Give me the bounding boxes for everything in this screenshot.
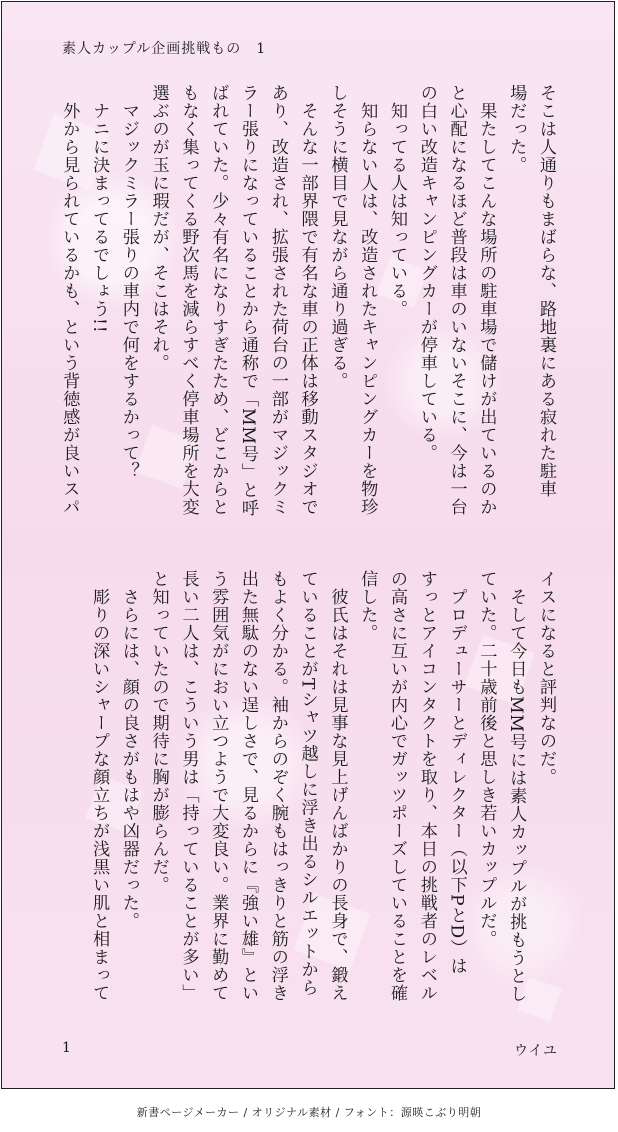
- text-line: と知っていたので期待に胸が膨らんだ。: [148, 570, 169, 894]
- text-line: 信した。: [357, 570, 378, 642]
- footer-credit: 新書ページメーカー / オリジナル素材 / フォント：源暎こぶり明朝: [136, 1106, 482, 1119]
- text-line: あり、改造され、拡張された荷台の一部がマジックミ: [267, 84, 288, 516]
- text-line: 果たしてこんな場所の駐車場で儲けが出ているのか: [476, 84, 497, 516]
- body-text-bottom: [50, 570, 560, 1010]
- text-line: ていることがTシャツ越しに浮き出るシルエットから: [297, 570, 318, 997]
- text-line: と心配になるほど普段は車のいないそこに、今は一台: [446, 84, 467, 516]
- text-line: 長い二人は、こういう男は「持っていることが多い」: [178, 570, 199, 1002]
- text-line: 知らない人は、改造されたキャンピングカーを物珍: [357, 84, 378, 516]
- text-line: ばれていた。少々有名になりすぎたため、どこからと: [208, 84, 229, 516]
- text-line: う雰囲気がにおい立つようで大変良い。業界に勤めて: [208, 570, 229, 1002]
- text-line: の白い改造キャンピングカーが停車している。: [416, 84, 437, 462]
- text-line: ラー張りになっていることから通称で「MM号」と呼: [238, 84, 259, 517]
- text-line: 出た無駄のない逞しさで、見るからに『強い雄』とい: [238, 570, 259, 1002]
- text-line: の高さに互いが内心でガッツポーズしていることを確: [387, 570, 408, 1002]
- book-page: [1, 1, 615, 1089]
- text-line: 彫りの深いシャープな顔立ちが浅黒い肌と相まって: [89, 570, 110, 1002]
- text-line: ナニに決まってるでしょう!!: [89, 84, 110, 334]
- text-line: そして今日もMM号には素人カップルが挑もうとし: [506, 570, 527, 1003]
- text-line: 選ぶのが玉に瑕だが、そこはそれ。: [148, 84, 169, 372]
- text-line: 彼氏はそれは見事な見上げんばかりの長身で、鍛え: [327, 570, 348, 1002]
- text-line: マジックミラー張りの車内で何をするかって？: [118, 84, 139, 480]
- text-line: さらには、顔の良さがもはや凶器だった。: [118, 570, 139, 930]
- text-line: もよく分かる。袖からのぞく腕もはっきりと筋の浮き: [267, 570, 288, 1002]
- text-line: もなく集ってくる野次馬を減らすべく停車場所を大変: [178, 84, 199, 516]
- text-line: 場だった。: [506, 84, 527, 174]
- text-line: そこは人通りもまばらな、路地裏にある寂れた駐車: [536, 84, 556, 498]
- body-text-top: [50, 84, 560, 544]
- text-line: プロデューサーとディレクター（以下PとD）は: [446, 570, 467, 975]
- text-line: 外から見られているかも、という背徳感が良いスパ: [59, 84, 80, 516]
- text-line: そんな一部界隈で有名な車の正体は移動スタジオで: [297, 84, 318, 516]
- text-line: イスになると評判なのだ。: [536, 570, 556, 786]
- text-line: ていた。二十歳前後と思しき若いカップルだ。: [476, 570, 497, 948]
- text-line: すっとアイコンタクトを取り、本日の挑戦者のレベル: [416, 570, 437, 1002]
- text-line: 知ってる人は知っている。: [387, 84, 408, 318]
- page-number: 1: [62, 1040, 71, 1056]
- author-name: ウイユ: [513, 1043, 558, 1059]
- page-header-title: 素人カップル企画挑戦もの 1: [62, 41, 267, 57]
- text-line: しそうに横目で見ながら通り過ぎる。: [327, 84, 348, 390]
